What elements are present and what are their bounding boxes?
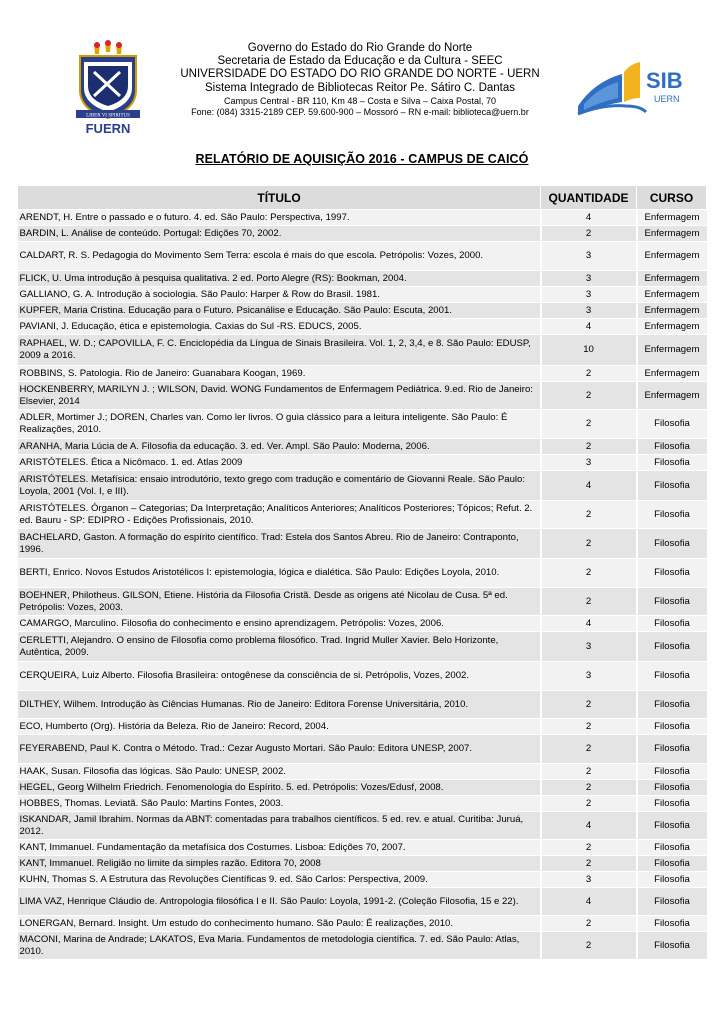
report-title: RELATÓRIO DE AQUISIÇÃO 2016 - CAMPUS DE CAICÓ [195,152,529,166]
title-cell: ARISTÓTELES. Metafísica: ensaio introdutório, texto grego com tradução e comentário de Giovanni Reale. São Paulo: Loyola, 2001 (Vol. I, e III). [18,471,541,501]
table-row [18,287,707,303]
table-row [18,616,707,632]
fuern-logo-text: FUERN [85,121,131,136]
course-cell: Filosofia [637,662,707,691]
course-cell: Filosofia [637,916,707,932]
course-cell: Filosofia [637,932,707,960]
table-row [18,932,707,960]
table-row [18,471,707,501]
quantity-cell: 2 [541,366,637,382]
table-row [18,335,707,366]
course-cell: Filosofia [637,559,707,588]
course-cell: Filosofia [637,780,707,796]
table-row [18,226,707,242]
table-row [18,812,707,840]
title-cell: BACHELARD, Gaston. A formação do espírito científico. Trad: Estela dos Santos Abreu. Rio de Janeiro: Contraponto, 1996. [18,529,541,559]
quantity-cell: 2 [541,932,637,960]
table-row [18,501,707,529]
title-cell: CAMARGO, Marculino. Filosofia do conhecimento e ensino aprendizagem. Petrópolis: Vozes, 2006. [18,616,541,632]
table-row [18,319,707,335]
table-row [18,764,707,780]
course-cell: Filosofia [637,840,707,856]
gov-line: Governo do Estado do Rio Grande do Norte [247,42,473,54]
title-cell: ARANHA, Maria Lúcia de A. Filosofia da educação. 3. ed. Ver. Ampl. São Paulo: Moderna, 2006. [18,439,541,455]
quantity-cell: 2 [541,780,637,796]
quantity-cell: 3 [541,872,637,888]
course-cell: Enfermagem [637,242,707,271]
quantity-cell: 2 [541,764,637,780]
table-row [18,271,707,287]
svg-text:LIBER VI SPIRITUS: LIBER VI SPIRITUS [86,113,130,119]
course-cell: Filosofia [637,735,707,764]
quantity-cell: 4 [541,812,637,840]
title-cell: GALLIANO, G. A. Introdução à sociologia. São Paulo: Harper & Row do Brasil. 1981. [18,287,541,303]
course-cell: Filosofia [637,616,707,632]
table-row [18,559,707,588]
course-cell: Filosofia [637,632,707,662]
quantity-cell: 4 [541,888,637,916]
table-row [18,796,707,812]
title-cell: MACONI, Marina de Andrade; LAKATOS, Eva Maria. Fundamentos de metodologia científica. 7. ed. São Paulo: Atlas, 2010. [18,932,541,960]
library-system-line: Sistema Integrado de Bibliotecas Reitor Pe. Sátiro C. Dantas [204,81,516,94]
course-cell: Enfermagem [637,335,707,366]
course-cell: Enfermagem [637,210,707,226]
table-row [18,439,707,455]
quantity-cell: 10 [541,335,637,366]
course-cell: Filosofia [637,872,707,888]
course-cell: Filosofia [637,888,707,916]
title-cell: CERQUEIRA, Luiz Alberto. Filosofia Brasileira: ontogênese da consciência de si. Petrópolis, Vozes, 2002. [18,662,541,691]
table-row [18,303,707,319]
table-row [18,735,707,764]
table-body [18,210,707,960]
course-cell: Enfermagem [637,287,707,303]
quantity-cell: 4 [541,471,637,501]
course-cell: Enfermagem [637,303,707,319]
table-row [18,529,707,559]
title-cell: ADLER, Mortimer J.; DOREN, Charles van. Como ler livros. O guia clássico para a leitura inteligente. São Paulo: É Realizações, 2010. [18,410,541,439]
column-header-title: TÍTULO [18,186,541,210]
quantity-cell: 3 [541,287,637,303]
sib-uern-logo [574,54,686,120]
title-cell: HEGEL, Georg Wilhelm Friedrich. Fenomenologia do Espírito. 5. ed. Petrópolis: Vozes/Edusf, 2008. [18,780,541,796]
quantity-cell: 4 [541,210,637,226]
quantity-cell: 2 [541,410,637,439]
uern-logo-text: UERN [654,94,680,104]
title-cell: ARENDT, H. Entre o passado e o futuro. 4. ed. São Paulo: Perspectiva, 1997. [18,210,541,226]
title-cell: DILTHEY, Wilhem. Introdução às Ciências Humanas. Rio de Janeiro: Editora Forense Universitária, 2010. [18,691,541,719]
table-row [18,691,707,719]
title-cell: KANT, Immanuel. Fundamentação da metafísica dos Costumes. Lisboa: Edições 70, 2007. [18,840,541,856]
quantity-cell: 2 [541,382,637,410]
course-cell: Filosofia [637,856,707,872]
title-cell: CALDART, R. S. Pedagogia do Movimento Sem Terra: escola é mais do que escola. Petrópolis: Vozes, 2000. [18,242,541,271]
quantity-cell: 2 [541,840,637,856]
course-cell: Filosofia [637,588,707,616]
title-cell: KANT, Immanuel. Religião no limite da simples razão. Editora 70, 2008 [18,856,541,872]
course-cell: Enfermagem [637,226,707,242]
course-cell: Filosofia [637,410,707,439]
title-cell: RAPHAEL, W. D.; CAPOVILLA, F. C. Enciclopédia da Língua de Sinais Brasileira. Vol. 1, 2, 3,4, e 8. São Paulo: EDUSP, 2009 a 2016. [18,335,541,366]
title-cell: CERLETTI, Alejandro. O ensino de Filosofia como problema filosófico. Trad. Ingrid Muller Xavier. Belo Horizonte, Autêntica, 2009. [18,632,541,662]
course-cell: Filosofia [637,796,707,812]
course-cell: Filosofia [637,529,707,559]
institution-block [160,42,560,118]
table-row [18,455,707,471]
acquisition-table [17,185,707,960]
quantity-cell: 2 [541,588,637,616]
fuern-logo [70,40,146,138]
table-row [18,242,707,271]
title-cell: BARDIN, L. Análise de conteúdo. Portugal: Edições 70, 2002. [18,226,541,242]
table-row [18,588,707,616]
quantity-cell: 2 [541,501,637,529]
table-row [18,662,707,691]
course-cell: Enfermagem [637,271,707,287]
title-cell: KUPFER, Maria Cristina. Educação para o Futuro. Psicanálise e Educação. São Paulo: Escuta, 2001. [18,303,541,319]
table-row [18,719,707,735]
quantity-cell: 2 [541,439,637,455]
course-cell: Filosofia [637,471,707,501]
course-cell: Filosofia [637,455,707,471]
table-header-row [18,186,707,210]
title-cell: FLICK, U. Uma introdução à pesquisa qualitativa. 2 ed. Porto Alegre (RS): Bookman, 2004. [18,271,541,287]
quantity-cell: 3 [541,632,637,662]
table-row [18,856,707,872]
quantity-cell: 3 [541,271,637,287]
title-cell: ARISTÓTELES. Órganon – Categorias; Da Interpretação; Analíticos Anteriores; Analíticos Posteriores; Tópicos; Refut. 2. ed. Bauru - SP: EDIPRO - Edições Profissionais, 2010. [18,501,541,529]
title-cell: LIMA VAZ, Henrique Cláudio de. Antropologia filosófica I e II. São Paulo: Loyola, 1991-2. (Coleção Filosofia, 15 e 22). [18,888,541,916]
course-cell: Enfermagem [637,366,707,382]
sib-logo-text: SIB [646,68,683,93]
table-row [18,410,707,439]
title-cell: ARISTÓTELES. Ética a Nicômaco. 1. ed. Atlas 2009 [18,455,541,471]
quantity-cell: 2 [541,719,637,735]
quantity-cell: 3 [541,662,637,691]
title-cell: HOCKENBERRY, MARILYN J. ; WILSON, David. WONG Fundamentos de Enfermagem Pediátrica. 9.ed. Rio de Janeiro: Elsevier, 2014 [18,382,541,410]
table-row [18,840,707,856]
column-header-quantity: QUANTIDADE [541,186,637,210]
title-cell: ISKANDAR, Jamil Ibrahim. Normas da ABNT: comentadas para trabalhos científicos. 5 ed. rev. e atual. Curitiba: Juruá, 2012. [18,812,541,840]
title-cell: PAVIANI, J. Educação, ética e epistemologia. Caxias do Sul -RS. EDUCS, 2005. [18,319,541,335]
quantity-cell: 3 [541,242,637,271]
title-cell: BERTI, Enrico. Novos Estudos Aristotélicos I: epistemologia, lógica e dialética. São Paulo: Edições Loyola, 2010. [18,559,541,588]
course-cell: Enfermagem [637,319,707,335]
title-cell: HOBBES, Thomas. Leviatã. São Paulo: Martins Fontes, 2003. [18,796,541,812]
quantity-cell: 2 [541,691,637,719]
course-cell: Filosofia [637,719,707,735]
title-cell: BOEHNER, Philotheus. GILSON, Etiene. História da Filosofia Cristã. Desde as origens até Nicolau de Cusa. 5ª ed. Petrópolis: Vozes, 2003. [18,588,541,616]
table-row [18,872,707,888]
course-cell: Filosofia [637,501,707,529]
quantity-cell: 2 [541,226,637,242]
table-row [18,210,707,226]
column-header-course: CURSO [637,186,707,210]
title-cell: KUHN, Thomas S. A Estrutura das Revoluções Científicas 9. ed. São Carlos: Perspectiva, 2009. [18,872,541,888]
title-cell: ECO, Humberto (Org). História da Beleza. Rio de Janeiro: Record, 2004. [18,719,541,735]
course-cell: Filosofia [637,691,707,719]
contact-line: Fone: (084) 3315-2189 CEP. 59.600-900 – Mossoró – RN e-mail: biblioteca@uern.br [191,107,529,118]
title-cell: LONERGAN, Bernard. Insight. Um estudo do conhecimento humano. São Paulo: É realizações, 2010. [18,916,541,932]
course-cell: Filosofia [637,764,707,780]
table-row [18,632,707,662]
quantity-cell: 4 [541,616,637,632]
course-cell: Filosofia [637,439,707,455]
torch-icon [94,40,122,54]
course-cell: Enfermagem [637,382,707,410]
secretary-line: Secretaria de Estado da Educação e da Cultura - SEEC [217,55,503,68]
title-cell: FEYERABEND, Paul K. Contra o Método. Trad.: Cezar Augusto Mortari. São Paulo: Editora UNESP, 2007. [18,735,541,764]
document-header [0,40,724,140]
table-row [18,916,707,932]
table-row [18,888,707,916]
title-cell: HAAK, Susan. Filosofia das lógicas. São Paulo: UNESP, 2002. [18,764,541,780]
quantity-cell: 2 [541,916,637,932]
table-row [18,382,707,410]
title-cell: ROBBINS, S. Patologia. Rio de Janeiro: Guanabara Koogan, 1969. [18,366,541,382]
table-row [18,780,707,796]
quantity-cell: 2 [541,856,637,872]
university-line: UNIVERSIDADE DO ESTADO DO RIO GRANDE DO NORTE - UERN [180,68,540,81]
quantity-cell: 2 [541,735,637,764]
course-cell: Filosofia [637,812,707,840]
address-line: Campus Central - BR 110, Km 48 – Costa e Silva – Caixa Postal, 70 [224,95,496,106]
quantity-cell: 3 [541,303,637,319]
quantity-cell: 4 [541,319,637,335]
quantity-cell: 2 [541,529,637,559]
quantity-cell: 2 [541,559,637,588]
quantity-cell: 2 [541,796,637,812]
open-book-icon [578,62,646,114]
quantity-cell: 3 [541,455,637,471]
table-row [18,366,707,382]
